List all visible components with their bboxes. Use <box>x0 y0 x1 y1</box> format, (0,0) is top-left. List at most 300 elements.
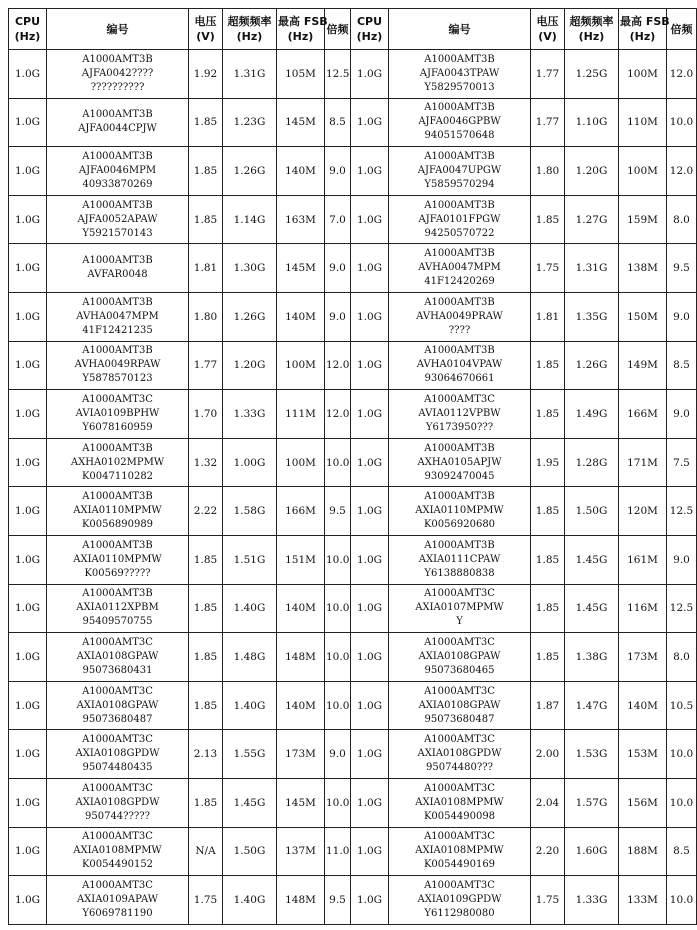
fsb-cell: 110M <box>619 98 667 147</box>
multiplier-cell: 10.0 <box>667 98 697 147</box>
fsb-cell: 145M <box>277 244 325 293</box>
fsb-cell: 133M <box>619 876 667 925</box>
code-line: AXIA0107MPMW <box>415 602 504 614</box>
multiplier-cell: 10.0 <box>667 876 697 925</box>
code-line: K0056920680 <box>423 519 496 531</box>
code-line: 41F12420269 <box>424 276 495 288</box>
cpu-cell: 1.0G <box>351 487 389 536</box>
header-text: 倍频 <box>326 22 349 36</box>
cpu-cell: 1.0G <box>9 535 47 584</box>
code-line: Y5859570294 <box>424 178 495 190</box>
cpu-cell: 1.0G <box>351 292 389 341</box>
table-row <box>9 584 697 633</box>
code-line: A1000AMT3C <box>82 879 153 891</box>
voltage-cell: 1.80 <box>189 292 223 341</box>
header-text: (Hz) <box>14 30 41 43</box>
code-line: AVIA0112VPBW <box>418 407 501 419</box>
cpu-cell: 1.0G <box>351 730 389 779</box>
oc-freq-cell: 1.10G <box>565 98 619 147</box>
code-cell <box>389 438 531 487</box>
header-voltage <box>189 9 223 50</box>
fsb-cell: 163M <box>277 195 325 244</box>
cpu-cell: 1.0G <box>9 292 47 341</box>
code-line: Y6173950??? <box>425 421 494 433</box>
cpu-cell: 1.0G <box>9 584 47 633</box>
multiplier-cell: 9.0 <box>325 292 351 341</box>
table-row <box>9 876 697 925</box>
oc-freq-cell: 1.28G <box>565 438 619 487</box>
code-line: A1000AMT3C <box>424 685 495 697</box>
code-line: A1000AMT3B <box>82 296 153 308</box>
oc-freq-cell: 1.23G <box>223 98 277 147</box>
code-line: 95073680431 <box>82 664 153 676</box>
cpu-cell: 1.0G <box>9 487 47 536</box>
voltage-cell: 1.81 <box>189 244 223 293</box>
multiplier-cell: 7.5 <box>667 438 697 487</box>
code-cell <box>389 390 531 439</box>
cpu-cell: 1.0G <box>351 584 389 633</box>
code-cell <box>389 876 531 925</box>
header-oc-freq <box>565 9 619 50</box>
voltage-cell: 1.85 <box>189 681 223 730</box>
cpu-cell: 1.0G <box>9 147 47 196</box>
code-line: AXIA0108MPMW <box>415 796 504 808</box>
voltage-cell: 1.85 <box>189 778 223 827</box>
fsb-cell: 138M <box>619 244 667 293</box>
header-cpu <box>351 9 389 50</box>
code-line: AJFA0046MPM <box>78 164 157 176</box>
oc-freq-cell: 1.48G <box>223 633 277 682</box>
table-row <box>9 827 697 876</box>
code-line: Y6078160959 <box>82 421 153 433</box>
code-line: AXIA0109GPDW <box>417 893 502 905</box>
code-line: Y6138880838 <box>424 567 495 579</box>
multiplier-cell: 12.5 <box>667 584 697 633</box>
cpu-cell: 1.0G <box>9 195 47 244</box>
code-line: A1000AMT3B <box>82 588 153 600</box>
code-line: A1000AMT3B <box>424 150 495 162</box>
code-line: AXIA0110MPMW <box>415 505 504 517</box>
multiplier-cell: 9.0 <box>667 390 697 439</box>
header-text: (V) <box>196 30 215 43</box>
voltage-cell: 1.85 <box>189 98 223 147</box>
voltage-cell: 1.75 <box>531 876 565 925</box>
header-text: 超频频率 <box>227 15 272 28</box>
code-line: AXIA0108GPAW <box>418 650 501 662</box>
code-line: AXIA0108GPAW <box>76 699 159 711</box>
fsb-cell: 116M <box>619 584 667 633</box>
oc-freq-cell: 1.00G <box>223 438 277 487</box>
code-line: AVHA0104VPAW <box>416 359 503 371</box>
code-cell <box>47 341 189 390</box>
cpu-cell: 1.0G <box>351 681 389 730</box>
code-cell <box>389 195 531 244</box>
code-cell <box>389 341 531 390</box>
oc-freq-cell: 1.30G <box>223 244 277 293</box>
code-line: 950744????? <box>85 810 150 822</box>
voltage-cell: 2.22 <box>189 487 223 536</box>
code-cell <box>389 730 531 779</box>
voltage-cell: 1.77 <box>189 341 223 390</box>
table-row <box>9 487 697 536</box>
cpu-cell: 1.0G <box>9 50 47 99</box>
fsb-cell: 151M <box>277 535 325 584</box>
table-row <box>9 633 697 682</box>
header-text: 编号 <box>448 22 471 36</box>
code-line: AXIA0108GPDW <box>417 748 502 760</box>
voltage-cell: 1.77 <box>531 98 565 147</box>
header-row <box>9 9 697 50</box>
oc-freq-cell: 1.27G <box>565 195 619 244</box>
multiplier-cell: 12.5 <box>325 50 351 99</box>
oc-freq-cell: 1.45G <box>565 535 619 584</box>
header-max-fsb <box>619 9 670 50</box>
oc-freq-cell: 1.53G <box>565 730 619 779</box>
fsb-cell: 149M <box>619 341 667 390</box>
header-code <box>389 9 531 50</box>
code-cell <box>47 390 189 439</box>
code-cell <box>47 50 189 99</box>
code-line: AXIA0110MPMW <box>73 553 162 565</box>
multiplier-cell: 8.5 <box>667 341 697 390</box>
code-line: AXIA0111CPAW <box>418 553 501 565</box>
multiplier-cell: 8.0 <box>667 195 697 244</box>
code-line: 41F12421235 <box>82 324 153 336</box>
cpu-cell: 1.0G <box>9 244 47 293</box>
code-line: A1000AMT3B <box>424 442 495 454</box>
code-line: A1000AMT3C <box>424 879 495 891</box>
code-line: A1000AMT3C <box>82 782 153 794</box>
header-code <box>47 9 189 50</box>
fsb-cell: 137M <box>277 827 325 876</box>
header-text: (Hz) <box>287 30 314 43</box>
fsb-cell: 140M <box>277 681 325 730</box>
code-line: AJFA0047UPGW <box>417 164 502 176</box>
cpu-cell: 1.0G <box>351 390 389 439</box>
code-cell <box>389 292 531 341</box>
multiplier-cell: 10.0 <box>325 778 351 827</box>
cpu-cell: 1.0G <box>9 730 47 779</box>
multiplier-cell: 8.5 <box>325 98 351 147</box>
multiplier-cell: 8.5 <box>667 827 697 876</box>
code-line: A1000AMT3C <box>424 831 495 843</box>
header-oc-freq <box>223 9 277 50</box>
code-line: 93064670661 <box>424 373 495 385</box>
oc-freq-cell: 1.26G <box>223 292 277 341</box>
voltage-cell: 1.85 <box>189 633 223 682</box>
oc-freq-cell: 1.60G <box>565 827 619 876</box>
multiplier-cell: 12.5 <box>667 487 697 536</box>
code-cell <box>47 730 189 779</box>
cpu-cell: 1.0G <box>351 50 389 99</box>
oc-freq-cell: 1.51G <box>223 535 277 584</box>
fsb-cell: 173M <box>277 730 325 779</box>
oc-freq-cell: 1.45G <box>565 584 619 633</box>
code-line: K0054490169 <box>423 859 496 871</box>
fsb-cell: 145M <box>277 98 325 147</box>
oc-freq-cell: 1.57G <box>565 778 619 827</box>
header-cpu <box>9 9 47 50</box>
multiplier-cell: 10.0 <box>667 730 697 779</box>
fsb-cell: 173M <box>619 633 667 682</box>
multiplier-cell: 10.5 <box>667 681 697 730</box>
cpu-cell: 1.0G <box>9 341 47 390</box>
voltage-cell: 2.00 <box>531 730 565 779</box>
code-line: 95073680487 <box>424 713 495 725</box>
multiplier-cell: 9.0 <box>325 147 351 196</box>
table-row <box>9 50 697 99</box>
code-cell <box>47 584 189 633</box>
cpu-cell: 1.0G <box>9 876 47 925</box>
code-line: A1000AMT3B <box>424 199 495 211</box>
cpu-cell: 1.0G <box>351 147 389 196</box>
table-row <box>9 438 697 487</box>
fsb-cell: 140M <box>277 147 325 196</box>
voltage-cell: 1.85 <box>189 584 223 633</box>
voltage-cell: 1.92 <box>189 50 223 99</box>
voltage-cell: 1.81 <box>531 292 565 341</box>
fsb-cell: 166M <box>277 487 325 536</box>
fsb-cell: 100M <box>277 341 325 390</box>
code-line: AXIA0108GPDW <box>75 748 160 760</box>
cpu-cell: 1.0G <box>9 633 47 682</box>
oc-freq-cell: 1.20G <box>223 341 277 390</box>
code-line: K00569????? <box>84 567 151 579</box>
header-voltage <box>531 9 565 50</box>
oc-freq-cell: 1.33G <box>565 876 619 925</box>
code-line: AVFAR0048 <box>87 269 148 281</box>
code-line: AJFA0046GPBW <box>418 116 501 128</box>
oc-freq-cell: 1.35G <box>565 292 619 341</box>
oc-freq-cell: 1.14G <box>223 195 277 244</box>
voltage-cell: 2.20 <box>531 827 565 876</box>
fsb-cell: 105M <box>277 50 325 99</box>
voltage-cell: 1.85 <box>531 633 565 682</box>
oc-freq-cell: 1.31G <box>223 50 277 99</box>
fsb-cell: 148M <box>277 633 325 682</box>
multiplier-cell: 7.0 <box>325 195 351 244</box>
fsb-cell: 100M <box>619 147 667 196</box>
code-line: 93092470045 <box>424 470 495 482</box>
header-multiplier <box>667 9 697 50</box>
header-text: (Hz) <box>356 30 383 43</box>
code-line: 94250570722 <box>424 227 495 239</box>
multiplier-cell: 11.0 <box>325 827 351 876</box>
voltage-cell: 2.13 <box>189 730 223 779</box>
oc-freq-cell: 1.50G <box>565 487 619 536</box>
oc-freq-cell: 1.40G <box>223 584 277 633</box>
cpu-cell: 1.0G <box>9 390 47 439</box>
code-cell <box>47 292 189 341</box>
cpu-cell: 1.0G <box>351 633 389 682</box>
code-line: K0056890989 <box>81 519 154 531</box>
table-body <box>9 50 697 925</box>
header-text: CPU <box>14 15 41 28</box>
code-cell <box>389 244 531 293</box>
table-row <box>9 681 697 730</box>
code-cell <box>47 681 189 730</box>
code-line: AXIA0108MPMW <box>73 845 162 857</box>
code-line: Y5921570143 <box>82 227 153 239</box>
cpu-cell: 1.0G <box>9 827 47 876</box>
code-line: AVHA0047MPM <box>418 262 501 274</box>
oc-freq-cell: 1.31G <box>565 244 619 293</box>
code-line: ???? <box>448 324 471 336</box>
cpu-cell: 1.0G <box>351 341 389 390</box>
multiplier-cell: 12.0 <box>667 50 697 99</box>
voltage-cell: 1.85 <box>531 390 565 439</box>
table-row <box>9 341 697 390</box>
header-text: 最高 FSB <box>278 15 328 28</box>
fsb-cell: 161M <box>619 535 667 584</box>
fsb-cell: 166M <box>619 390 667 439</box>
code-line: K0047110282 <box>81 470 154 482</box>
cpu-cell: 1.0G <box>351 195 389 244</box>
code-cell <box>389 681 531 730</box>
code-cell <box>47 778 189 827</box>
code-line: AXHA0102MPMW <box>70 456 165 468</box>
code-line: 94051570648 <box>424 130 495 142</box>
code-line: 95409570755 <box>82 616 153 628</box>
fsb-cell: 145M <box>277 778 325 827</box>
code-line: 40933870269 <box>82 178 153 190</box>
code-line: A1000AMT3B <box>82 345 153 357</box>
code-cell <box>389 487 531 536</box>
code-line: AXIA0109APAW <box>76 893 159 905</box>
table-row <box>9 292 697 341</box>
cpu-overclock-table <box>8 8 697 925</box>
voltage-cell: 1.85 <box>531 535 565 584</box>
header-max-fsb <box>277 9 328 50</box>
fsb-cell: 148M <box>277 876 325 925</box>
oc-freq-cell: 1.50G <box>223 827 277 876</box>
code-line: A1000AMT3B <box>424 248 495 260</box>
voltage-cell: 1.85 <box>189 147 223 196</box>
voltage-cell: 1.70 <box>189 390 223 439</box>
fsb-cell: 159M <box>619 195 667 244</box>
oc-freq-cell: 1.38G <box>565 633 619 682</box>
code-line: A1000AMT3B <box>424 53 495 65</box>
header-text: 倍频 <box>670 22 693 36</box>
code-cell <box>389 147 531 196</box>
table-header <box>9 9 697 50</box>
voltage-cell: 1.75 <box>189 876 223 925</box>
fsb-cell: 100M <box>619 50 667 99</box>
table-row <box>9 98 697 147</box>
code-line: 95073680465 <box>424 664 495 676</box>
oc-freq-cell: 1.26G <box>223 147 277 196</box>
code-line: Y <box>456 616 463 628</box>
oc-freq-cell: 1.45G <box>223 778 277 827</box>
cpu-cell: 1.0G <box>9 778 47 827</box>
oc-freq-cell: 1.40G <box>223 876 277 925</box>
fsb-cell: 100M <box>277 438 325 487</box>
code-line: A1000AMT3C <box>424 393 495 405</box>
oc-freq-cell: 1.49G <box>565 390 619 439</box>
header-text: (Hz) <box>629 30 656 43</box>
header-multiplier <box>325 9 351 50</box>
code-line: AJFA0043TPAW <box>419 67 500 79</box>
voltage-cell: 1.85 <box>531 195 565 244</box>
cpu-cell: 1.0G <box>351 98 389 147</box>
cpu-cell: 1.0G <box>351 535 389 584</box>
fsb-cell: 120M <box>619 487 667 536</box>
header-text: 最高 FSB <box>620 15 670 28</box>
voltage-cell: 1.85 <box>531 341 565 390</box>
fsb-cell: 188M <box>619 827 667 876</box>
multiplier-cell: 9.0 <box>325 244 351 293</box>
cpu-cell: 1.0G <box>351 244 389 293</box>
code-line: AVHA0049RPAW <box>74 359 161 371</box>
multiplier-cell: 10.0 <box>325 535 351 584</box>
voltage-cell: N/A <box>189 827 223 876</box>
multiplier-cell: 10.0 <box>325 584 351 633</box>
code-line: A1000AMT3C <box>424 782 495 794</box>
fsb-cell: 171M <box>619 438 667 487</box>
voltage-cell: 1.77 <box>531 50 565 99</box>
code-line: A1000AMT3B <box>424 491 495 503</box>
cpu-cell: 1.0G <box>351 827 389 876</box>
code-line: 95074480??? <box>426 762 493 774</box>
code-line: AXIA0108GPAW <box>418 699 501 711</box>
header-text: CPU <box>356 15 383 28</box>
code-line: AXIA0112XPBM <box>76 602 159 614</box>
code-line: AVIA0109BPHW <box>75 407 160 419</box>
code-line: Y5829570013 <box>424 81 495 93</box>
code-line: Y6112980080 <box>424 907 495 919</box>
code-cell <box>47 827 189 876</box>
cpu-cell: 1.0G <box>9 681 47 730</box>
header-text: (Hz) <box>236 30 263 43</box>
table-row <box>9 244 697 293</box>
multiplier-cell: 10.0 <box>325 438 351 487</box>
oc-freq-cell: 1.20G <box>565 147 619 196</box>
multiplier-cell: 12.0 <box>325 390 351 439</box>
code-line: AXIA0108GPAW <box>76 650 159 662</box>
code-cell <box>389 827 531 876</box>
code-line: A1000AMT3C <box>82 393 153 405</box>
code-line: K0054490098 <box>423 810 496 822</box>
voltage-cell: 2.04 <box>531 778 565 827</box>
code-line: ?????????? <box>90 81 145 93</box>
voltage-cell: 1.80 <box>531 147 565 196</box>
voltage-cell: 1.87 <box>531 681 565 730</box>
code-line: AJFA0044CPJW <box>78 123 157 135</box>
code-cell <box>47 244 189 293</box>
table-row <box>9 390 697 439</box>
header-text: (V) <box>538 30 557 43</box>
code-cell <box>47 876 189 925</box>
oc-freq-cell: 1.40G <box>223 681 277 730</box>
code-cell <box>389 584 531 633</box>
oc-freq-cell: 1.25G <box>565 50 619 99</box>
code-line: AXIA0110MPMW <box>73 505 162 517</box>
table-row <box>9 778 697 827</box>
cpu-cell: 1.0G <box>351 876 389 925</box>
code-line: 95074480435 <box>82 762 153 774</box>
code-line: A1000AMT3B <box>82 109 153 121</box>
code-cell <box>389 535 531 584</box>
table-row <box>9 147 697 196</box>
code-line: A1000AMT3B <box>82 53 153 65</box>
fsb-cell: 140M <box>277 584 325 633</box>
code-cell <box>389 778 531 827</box>
code-line: AXIA0108MPMW <box>415 845 504 857</box>
code-line: Y5878570123 <box>82 373 153 385</box>
header-text: 超频频率 <box>569 15 614 28</box>
code-line: A1000AMT3B <box>82 255 153 267</box>
oc-freq-cell: 1.33G <box>223 390 277 439</box>
